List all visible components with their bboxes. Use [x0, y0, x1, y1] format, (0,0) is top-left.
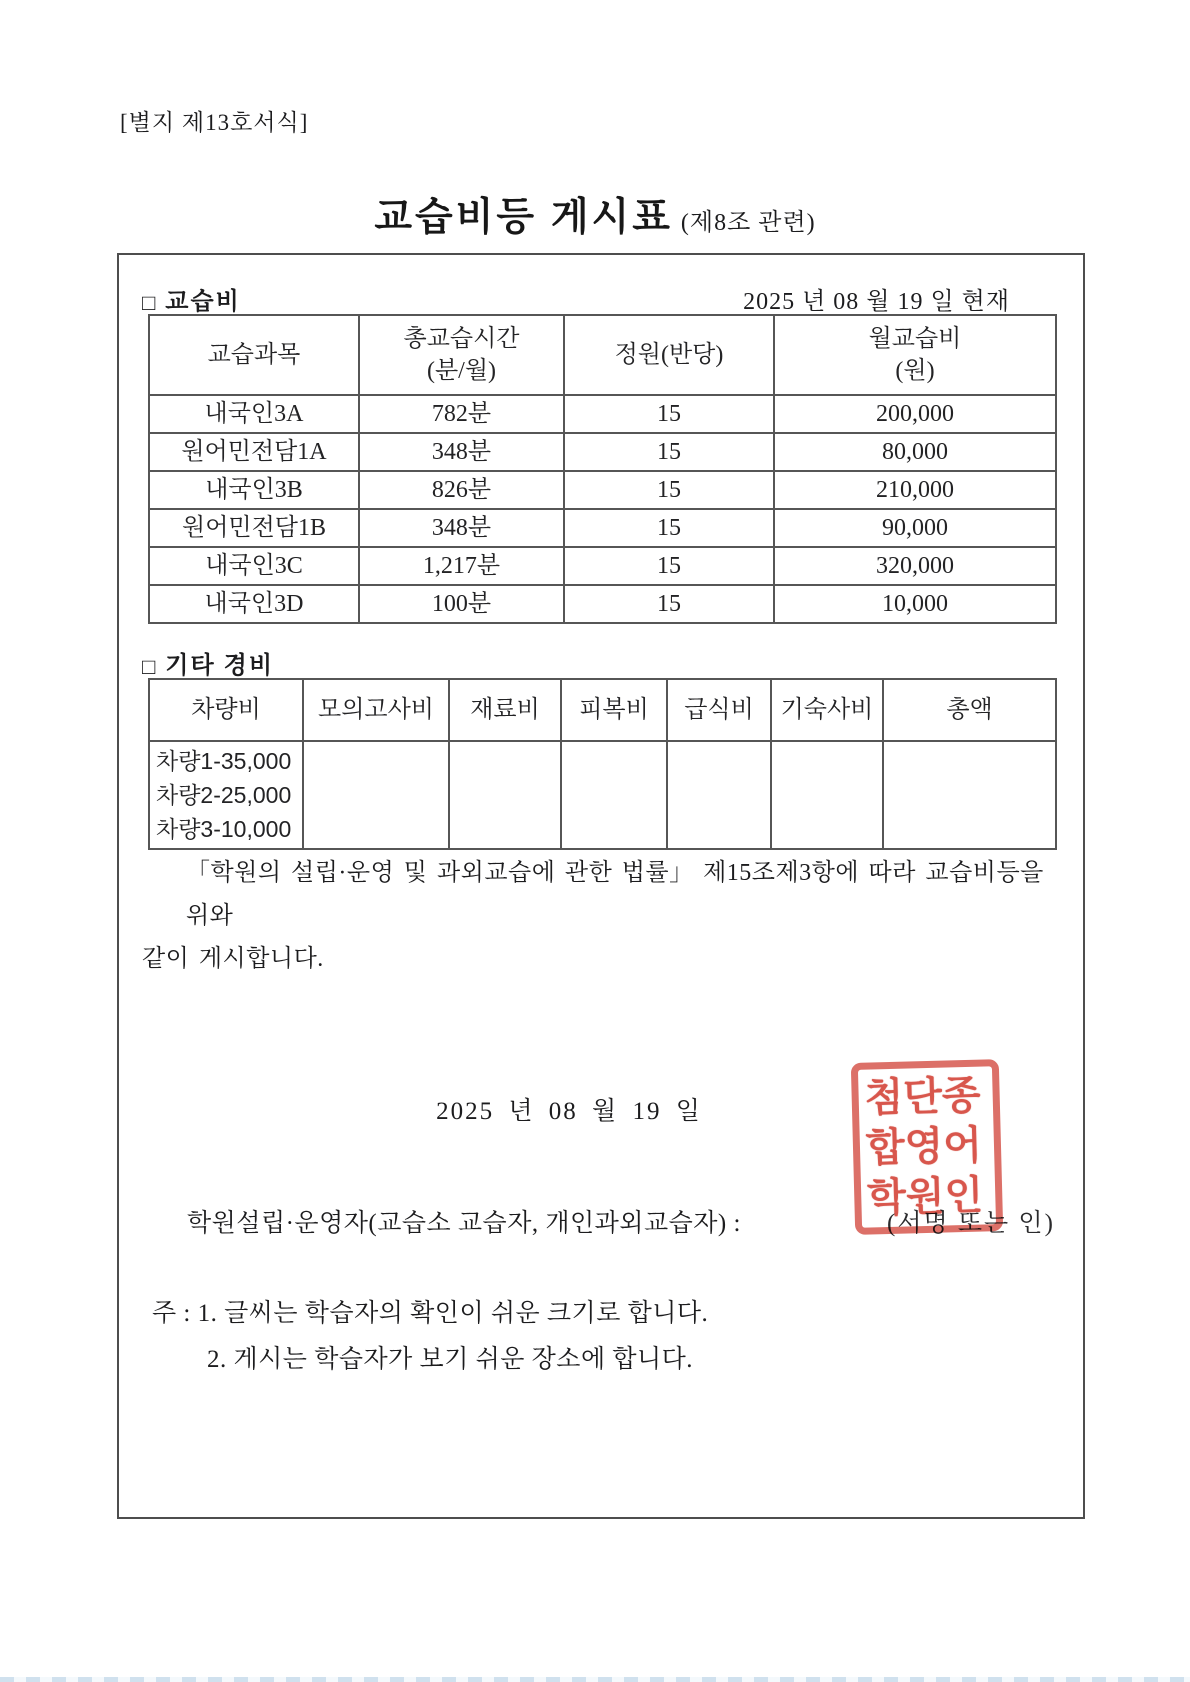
col-vehicle-header: 차량비 — [149, 679, 303, 741]
page-title: 교습비등 게시표 — [374, 196, 673, 239]
declaration-line2: 같이 게시합니다. — [142, 946, 324, 972]
other-expenses-table — [148, 678, 1057, 850]
vehicle-fee-line: 차량2-25,000 — [156, 782, 292, 808]
page-title-note: (제8조 관련) — [680, 210, 816, 236]
fee-cell: 200,000 — [774, 395, 1056, 433]
capacity-cell: 15 — [564, 395, 774, 433]
time-cell: 348분 — [359, 509, 564, 547]
subject-cell: 내국인3D — [149, 585, 359, 623]
time-cell: 782분 — [359, 395, 564, 433]
capacity-cell: 15 — [564, 585, 774, 623]
fee-cell: 10,000 — [774, 585, 1056, 623]
scanner-edge-artifact — [0, 1677, 1190, 1682]
capacity-cell: 15 — [564, 509, 774, 547]
empty-cell — [667, 741, 771, 849]
empty-cell — [771, 741, 883, 849]
table-row — [149, 509, 1056, 547]
other-expenses-header-row — [149, 679, 1056, 741]
time-cell: 348분 — [359, 433, 564, 471]
tuition-section-header — [142, 281, 1010, 316]
subject-cell: 내국인3A — [149, 395, 359, 433]
col-meals-header: 급식비 — [667, 679, 771, 741]
subject-cell: 내국인3C — [149, 547, 359, 585]
capacity-cell: 15 — [564, 547, 774, 585]
empty-cell — [449, 741, 561, 849]
other-expenses-data-row — [149, 741, 1056, 849]
col-capacity-header: 정원(반당) — [564, 315, 774, 395]
col-materials-header: 재료비 — [449, 679, 561, 741]
declaration-text — [142, 852, 1063, 981]
seal-characters-row: 학원인 — [866, 1173, 984, 1221]
time-cell: 1,217분 — [359, 547, 564, 585]
col-time-header-line1: 총교습시간 — [403, 326, 520, 352]
tuition-section-heading: 교습비 — [165, 289, 241, 315]
col-uniform-header: 피복비 — [561, 679, 667, 741]
signature-note: (서명 또는 인) — [887, 1210, 1055, 1237]
col-subject-header: 교습과목 — [149, 315, 359, 395]
subject-cell: 원어민전담1A — [149, 433, 359, 471]
col-time-header-line2: (분/월) — [426, 358, 497, 384]
tuition-header-row — [149, 315, 1056, 395]
form-outer-frame — [117, 253, 1085, 1519]
capacity-cell: 15 — [564, 471, 774, 509]
fee-cell: 90,000 — [774, 509, 1056, 547]
col-dormitory-header: 기숙사비 — [771, 679, 883, 741]
seal-characters-row: 합영어 — [865, 1123, 983, 1171]
table-row — [149, 471, 1056, 509]
col-total-header: 총액 — [883, 679, 1056, 741]
vehicle-fee-line: 차량3-10,000 — [156, 816, 292, 842]
fee-cell: 320,000 — [774, 547, 1056, 585]
fee-cell: 80,000 — [774, 433, 1056, 471]
col-fee-header-line2: (원) — [895, 358, 935, 384]
footnotes — [152, 1291, 708, 1383]
signer-label: 학원설립·운영자(교습소 교습자, 개인과외교습자) : — [187, 1210, 741, 1237]
time-cell: 100분 — [359, 585, 564, 623]
vehicle-fees-cell — [149, 741, 303, 849]
red-seal-stamp — [851, 1059, 1003, 1235]
col-fee-header — [774, 315, 1056, 395]
as-of-date: 2025 년 08 월 19 일 현재 — [743, 289, 1010, 315]
square-bullet-icon: □ — [142, 654, 156, 679]
col-mock-exam-header: 모의고사비 — [303, 679, 449, 741]
table-row — [149, 547, 1056, 585]
form-reference: [별지 제13호서식] — [120, 110, 309, 135]
note-1: 주 : 1. 글씨는 학습자의 확인이 쉬운 크기로 합니다. — [152, 1300, 709, 1327]
subject-cell: 원어민전담1B — [149, 509, 359, 547]
declaration-line1: 「학원의 설립·운영 및 과외교습에 관한 법률」 제15조제3항에 따라 교습비등을 위와 — [186, 860, 1044, 929]
empty-cell — [561, 741, 667, 849]
vehicle-fee-line: 차량1-35,000 — [156, 748, 292, 774]
time-cell: 826분 — [359, 471, 564, 509]
subject-cell: 내국인3B — [149, 471, 359, 509]
tuition-table — [148, 314, 1057, 624]
square-bullet-icon: □ — [142, 290, 156, 315]
seal-characters-row: 첨단종 — [864, 1073, 982, 1121]
empty-cell — [303, 741, 449, 849]
fee-cell: 210,000 — [774, 471, 1056, 509]
empty-cell — [883, 741, 1056, 849]
issue-date: 2025 년 08 월 19 일 — [436, 1098, 702, 1125]
note-2: 2. 게시는 학습자가 보기 쉬운 장소에 합니다. — [207, 1346, 694, 1373]
table-row — [149, 395, 1056, 433]
capacity-cell: 15 — [564, 433, 774, 471]
other-expenses-section-header — [142, 645, 1010, 680]
col-time-header — [359, 315, 564, 395]
table-row — [149, 585, 1056, 623]
table-row — [149, 433, 1056, 471]
other-expenses-heading: 기타 경비 — [165, 653, 275, 679]
col-fee-header-line1: 월교습비 — [868, 326, 962, 352]
title-row — [0, 186, 1190, 242]
